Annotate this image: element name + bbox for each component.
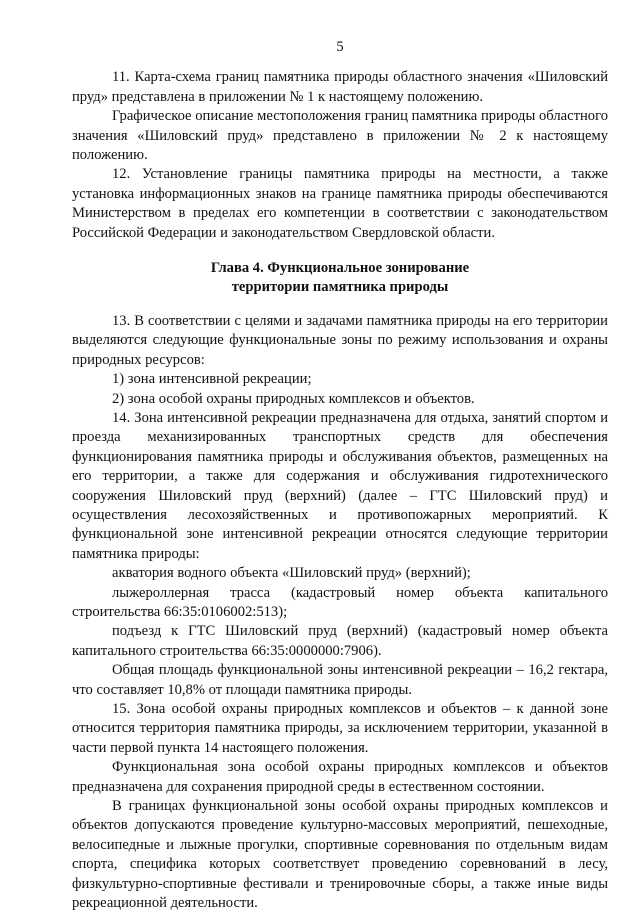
paragraph-14: 14. Зона интенсивной рекреации предназначена для отдыха, занятий спортом и проезда механизированных транспортных средств для обеспечения функционирования памятника природы и обслуживания объектов, размещенных на его территории, а также для содержания и обслуживания гидротехнического сооружения Шиловский пруд (верхний) (далее – ГТС Шиловский пруд) и осуществления лесохозяйственных и противопожарных мероприятий. К функциональной зоне интенсивной рекреации относятся следующие территории памятника природы: bbox=[72, 409, 608, 562]
document-page bbox=[72, 38, 608, 913]
chapter-title-line-2: территории памятника природы bbox=[231, 279, 449, 296]
paragraph-15: 15. Зона особой охраны природных комплексов и объектов – к данной зоне относится территория памятника природы, за исключением территории, указанной в части первой пункта 14 настоящего положения. bbox=[72, 701, 608, 756]
list-item-zone-intensive: 1) зона интенсивной рекреации; bbox=[112, 371, 312, 388]
paragraph-total-area: Общая площадь функциональной зоны интенсивной рекреации – 16,2 гектара, что составляет 10,8% от площади памятника природы. bbox=[72, 662, 608, 698]
item-roller-ski-track: лыжероллерная трасса (кадастровый номер объекта капитального строительства 66:35:0106002:513); bbox=[72, 584, 608, 620]
list-item-zone-protection: 2) зона особой охраны природных комплексов и объектов. bbox=[112, 390, 475, 407]
paragraph-protection-purpose: Функциональная зона особой охраны природных комплексов и объектов предназначена для сохранения природной среды в естественном состоянии. bbox=[72, 759, 608, 795]
paragraph-graphic-description: Графическое описание местоположения границ памятника природы областного значения «Шиловский пруд» представлено в приложении № 2 к настоящему положению. bbox=[72, 108, 608, 164]
chapter-title-line-1: Глава 4. Функциональное зонирование bbox=[210, 260, 470, 277]
page-number: 5 bbox=[336, 39, 344, 55]
item-water-area: акватория водного объекта «Шиловский пруд» (верхний); bbox=[112, 565, 471, 582]
paragraph-11: 11. Карта-схема границ памятника природы областного значения «Шиловский пруд» представлена в приложении № 1 к настоящему положению. bbox=[72, 69, 608, 105]
paragraph-13: 13. В соответствии с целями и задачами памятника природы на его территории выделяются следующие функциональные зоны по режиму использования и охраны природных ресурсов: bbox=[72, 312, 608, 368]
paragraph-12: 12. Установление границы памятника природы на местности, а также установка информационных знаков на границе памятника природы обеспечиваются Министерством в пределах его компетенции в соответствии с законодательством Российской Федерации и законодательством Свердловской области. bbox=[72, 166, 608, 241]
paragraph-allowed-activities: В границах функциональной зоны особой охраны природных комплексов и объектов допускаются проведение культурно-массовых мероприятий, пешеходные, велосипедные и лыжные прогулки, спортивные соревнования по отдельным видам спорта, специфика которых соответствует проведению соревнований в лесу, физкультурно-спортивные фестивали и тренировочные сборы, а также иные виды рекреационной деятельности. bbox=[72, 798, 608, 912]
item-access-road: подъезд к ГТС Шиловский пруд (верхний) (кадастровый номер объекта капитального строительства 66:35:0000000:7906). bbox=[72, 623, 608, 659]
